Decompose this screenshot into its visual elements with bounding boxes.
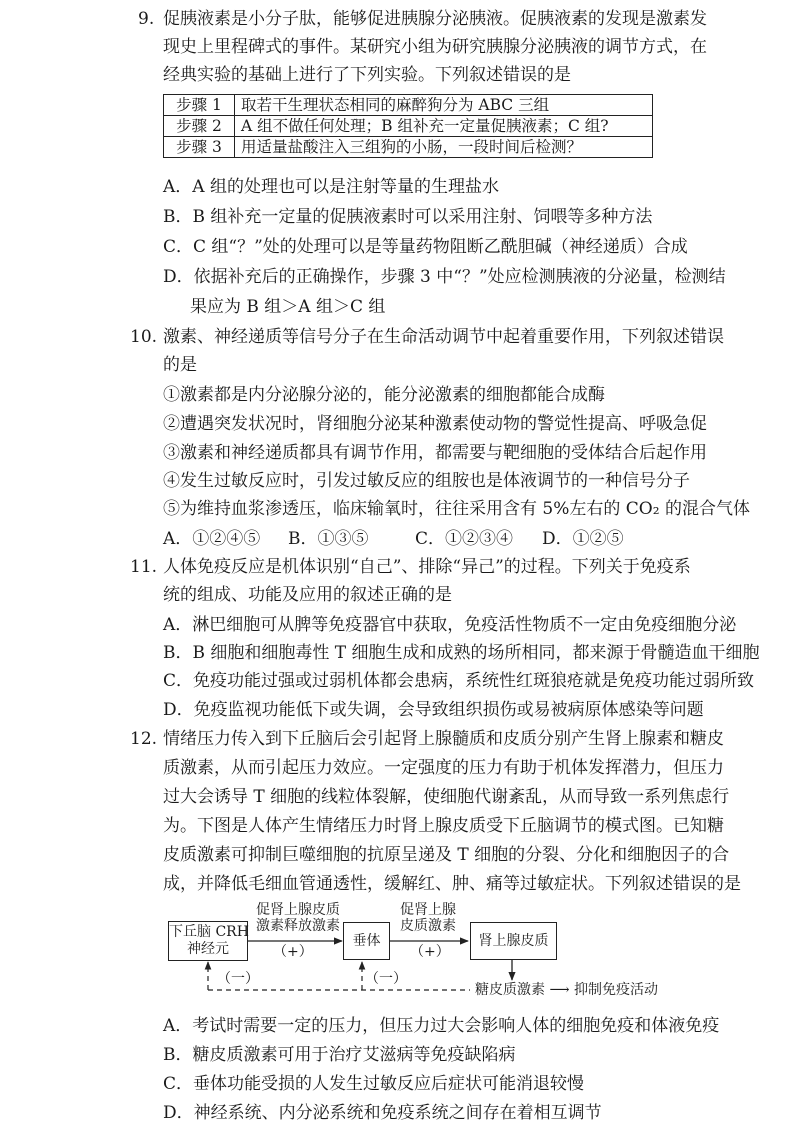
question-11-option-b: B．B 细胞和细胞毒性 T 细胞生成和成熟的场所相同，都来源于骨髓造血干细胞 — [163, 643, 760, 663]
acth-label: 皮质激素 — [400, 918, 456, 934]
question-10-item: ①激素都是内分泌腺分泌的，能分泌激素的细胞都能合成酶 — [163, 385, 605, 405]
question-12-stem-line: 情绪压力传入到下丘脑后会引起肾上腺髓质和皮质分别产生肾上腺素和糖皮 — [163, 729, 724, 749]
stimulate-sign: （+） — [410, 944, 450, 960]
acth-label: 促肾上腺 — [400, 902, 456, 918]
question-9-option-b: B．B 组补充一定量的促胰液素时可以采用注射、饲喂等多种方法 — [163, 207, 653, 227]
question-9-option-d-cont: 果应为 B 组＞A 组＞C 组 — [190, 297, 386, 317]
step-content: 用适量盐酸注入三组狗的小肠，一段时间后检测？ — [235, 137, 653, 158]
crh-label: 激素释放激素 — [256, 918, 340, 934]
question-10-item: ⑤为维持血浆渗透压，临床输氧时，往往采用含有 5%左右的 CO₂ 的混合气体 — [163, 499, 750, 519]
question-12-number: 12. — [130, 729, 158, 749]
question-10-item: ④发生过敏反应时，引发过敏反应的组胺也是体液调节的一种信号分子 — [163, 471, 690, 491]
question-9-stem-line: 经典实验的基础上进行了下列实验。下列叙述错误的是 — [163, 65, 571, 85]
question-9-stem-line: 促胰液素是小分子肽，能够促进胰腺分泌胰液。促胰液素的发现是激素发 — [163, 9, 707, 29]
question-12-stem-line: 皮质激素可抑制巨噬细胞的抗原呈递及 T 细胞的分裂、分化和细胞因子的合 — [163, 845, 730, 865]
question-12-stem-line: 质激素，从而引起压力效应。一定强度的压力有助于机体发挥潜力，但压力 — [163, 758, 724, 778]
question-10-stem-line: 激素、神经递质等信号分子在生命活动调节中起着重要作用，下列叙述错误 — [163, 327, 724, 347]
question-9-stem-line: 现史上里程碑式的事件。某研究小组为研究胰腺分泌胰液的调节方式，在 — [163, 37, 707, 57]
hypothalamus-crh-box — [168, 921, 248, 961]
question-10-option-b: B．①③⑤ — [288, 529, 369, 549]
question-10-option-a: A．①②④⑤ — [163, 529, 261, 549]
question-10-option-d: D．①②⑤ — [542, 529, 624, 549]
pituitary-box: 垂体 — [343, 922, 390, 960]
question-12-option-d: D．神经系统、内分泌系统和免疫系统之间存在着相互调节 — [163, 1103, 602, 1123]
question-9-option-c: C．C 组“？”处的处理可以是等量药物阻断乙酰胆碱（神经递质）合成 — [163, 237, 688, 257]
question-11-number: 11. — [130, 557, 158, 577]
step-content: 取若干生理状态相同的麻醉狗分为 ABC 三组 — [235, 95, 653, 116]
step-label: 步骤 1 — [164, 95, 235, 116]
stimulate-sign: （+） — [273, 944, 313, 960]
question-11-stem-line: 统的组成、功能及应用的叙述正确的是 — [163, 585, 452, 605]
step-content: A 组不做任何处理；B 组补充一定量促胰液素；C 组? — [235, 116, 653, 137]
question-12-stem-line: 过大会诱导 T 细胞的线粒体裂解，使细胞代谢紊乱，从而导致一系列焦虑行 — [163, 787, 730, 807]
step-label: 步骤 3 — [164, 137, 235, 158]
question-10-stem-line: 的是 — [163, 355, 197, 375]
question-10-number: 10. — [130, 327, 158, 347]
question-10-item: ②遭遇突发状况时，肾细胞分泌某种激素使动物的警觉性提高、呼吸急促 — [163, 414, 707, 434]
question-12-stem-line: 为。下图是人体产生情绪压力时肾上腺皮质受下丘脑调节的模式图。已知糖 — [163, 816, 724, 836]
box-label: 神经元 — [187, 941, 229, 957]
adrenal-cortex-box: 肾上腺皮质 — [470, 922, 557, 960]
question-12-option-a: A．考试时需要一定的压力，但压力过大会影响人体的细胞免疫和体液免疫 — [163, 1016, 720, 1036]
inhibit-sign: （一） — [365, 971, 407, 987]
question-11-stem-line: 人体免疫反应是机体识别“自己”、排除“异己”的过程。下列关于免疫系 — [163, 557, 691, 577]
question-11-option-a: A．淋巴细胞可从脾等免疫器官中获取，免疫活性物质不一定由免疫细胞分泌 — [163, 615, 737, 635]
inhibit-sign: （一） — [217, 971, 259, 987]
question-12-option-b: B．糖皮质激素可用于治疗艾滋病等免疫缺陷病 — [163, 1045, 516, 1065]
question-9-option-d: D．依据补充后的正确操作，步骤 3 中“？”处应检测胰液的分泌量，检测结 — [163, 267, 726, 287]
glucocorticoid-label: 糖皮质激素 ⟶ 抑制免疫活动 — [475, 982, 658, 998]
step-label: 步骤 2 — [164, 116, 235, 137]
box-label: 下丘脑 CRH — [169, 924, 249, 940]
crh-label: 促肾上腺皮质 — [256, 902, 340, 918]
question-10-item: ③激素和神经递质都具有调节作用，都需要与靶细胞的受体结合后起作用 — [163, 443, 707, 463]
question-11-option-c: C．免疫功能过强或过弱机体都会患病，系统性红斑狼疮就是免疫功能过弱所致 — [163, 671, 755, 691]
question-9-number: 9. — [138, 9, 155, 29]
question-11-option-d: D．免疫监视功能低下或失调，会导致组织损伤或易被病原体感染等问题 — [163, 700, 704, 720]
question-12-option-c: C．垂体功能受损的人发生过敏反应后症状可能消退较慢 — [163, 1074, 585, 1094]
question-9-option-a: A．A 组的处理也可以是注射等量的生理盐水 — [163, 177, 499, 197]
question-12-stem-line: 成，并降低毛细血管通透性，缓解红、肿、痛等过敏症状。下列叙述错误的是 — [163, 874, 741, 894]
question-10-option-c: C．①②③④ — [415, 529, 514, 549]
